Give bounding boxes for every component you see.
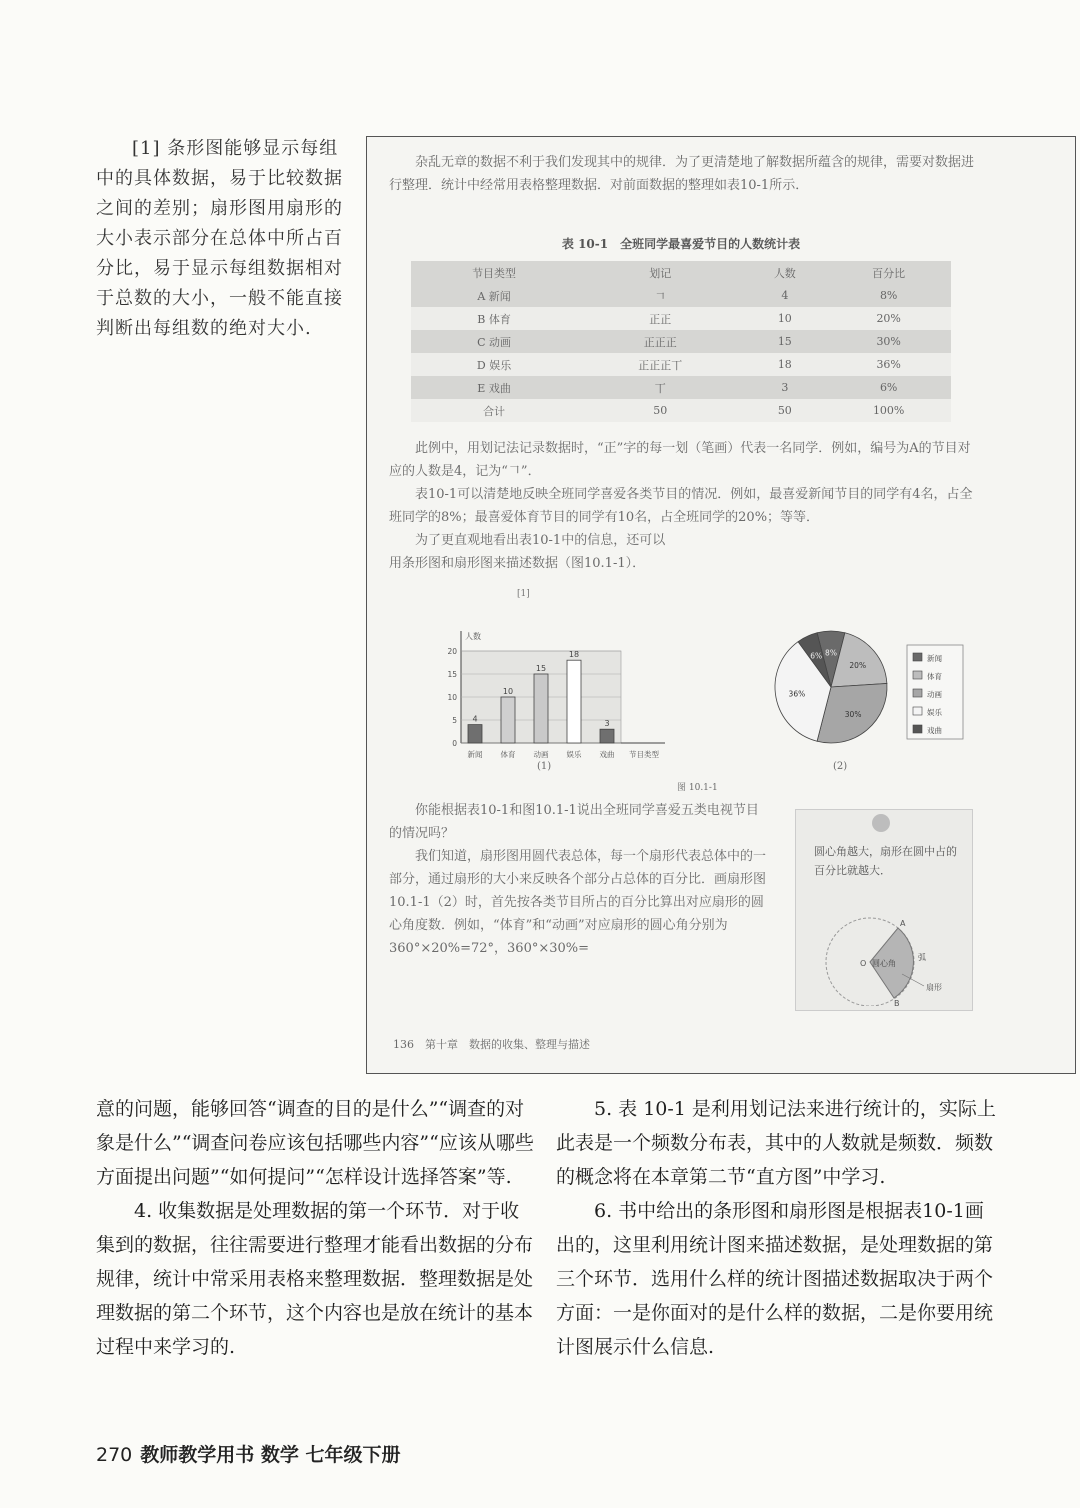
page-footer <box>96 1440 401 1467</box>
question: 你能根据表10-1和图10.1-1说出全班同学喜爱五类电视节目的情况吗？ <box>389 803 759 841</box>
table-cell: 30% <box>876 335 901 348</box>
pie-slice-label: 30% <box>844 709 862 719</box>
y-tick-label: 10 <box>447 693 457 702</box>
y-tick-label: 15 <box>447 670 457 679</box>
point-a-label: A <box>900 919 906 928</box>
table-cell: 𠃍 <box>654 289 666 303</box>
paragraph: 此例中，用划记法记录数据时，“正”字的每一划（笔画）代表一名同学．例如，编号为A的节目对应的人数是4，记为“𠃍”． <box>389 441 971 479</box>
sector-diagram <box>802 902 962 1006</box>
table-row <box>411 330 951 353</box>
x-tick-label: 戏曲 <box>599 750 615 759</box>
pie-slice-label: 6% <box>810 651 823 661</box>
table-row <box>411 376 951 399</box>
table-cell: E 戏曲 <box>477 381 511 395</box>
margin-note-text: [1] 条形图能够显示每组中的具体数据，易于比较数据之间的差别；扇形图用扇形的大小表示部分在总体中所占百分比，易于显示每组数据相对于总数的大小，一般不能直接判断出每组数的绝对大小. <box>96 138 343 339</box>
x-tick-label: 新闻 <box>467 750 483 759</box>
y-tick-label: 20 <box>447 647 457 656</box>
table-cell: 4 <box>781 289 789 302</box>
table-row <box>411 399 951 422</box>
legend-swatch <box>913 653 922 661</box>
bar-value-label: 4 <box>472 714 478 724</box>
legend-swatch <box>913 707 922 715</box>
y-tick-label: 5 <box>452 716 457 725</box>
table-header: 节目类型 <box>472 266 517 280</box>
paragraph: 我们知道，扇形图用圆代表总体，每一个扇形代表总体中的一部分，通过扇形的大小来反映各个部分占总体的百分比．画扇形图10.1-1（2）时，首先按各类节目所占的百分比算出对应扇形的圆心角度数．例如，“体育”和“动画”对应扇形的圆心角分别为360°×20%=72°，360°×30%= <box>389 849 767 956</box>
pie-slice-label: 20% <box>849 660 867 670</box>
table-cell: 正正正丅 <box>638 358 683 372</box>
x-tick-label: 动画 <box>533 750 549 759</box>
question-paragraphs <box>389 799 767 960</box>
table-caption: 表 10-1 全班同学最喜爱节目的人数统计表 <box>561 237 801 251</box>
table-cell: 3 <box>781 381 789 394</box>
main-text-right <box>556 1092 996 1364</box>
legend-swatch <box>913 689 922 697</box>
legend-label: 新闻 <box>927 654 942 663</box>
sector-label: 扇形 <box>926 983 942 992</box>
bar-value-label: 15 <box>535 664 547 673</box>
legend-swatch <box>913 671 922 679</box>
tip-box <box>795 809 973 1011</box>
table-cell: 100% <box>872 404 905 417</box>
table-cell: 8% <box>879 289 898 302</box>
center-label: O <box>860 959 867 968</box>
table-header: 人数 <box>773 266 796 280</box>
paragraph: 为了更直观地看出表10-1中的信息，还可以 <box>415 533 666 548</box>
paragraph: 4. 收集数据是处理数据的第一个环节．对于收集到的数据，往往需要进行整理才能看出数据的分布规律，统计中常采用表格来整理数据．整理数据是处理数据的第二个环节，这个内容也是放在统计的基本过程中来学习的. <box>96 1200 534 1358</box>
y-axis-label: 人数 <box>465 632 481 641</box>
frequency-table <box>411 261 951 422</box>
bar <box>468 725 482 743</box>
table-cell: C 动画 <box>477 335 512 349</box>
bar-value-label: 18 <box>568 650 580 660</box>
subfigure-label: (1) <box>537 761 552 772</box>
point-b-label: B <box>894 999 900 1006</box>
legend-label: 戏曲 <box>927 726 942 735</box>
table-cell: D 娱乐 <box>476 358 512 372</box>
table-cell: B 体育 <box>477 312 511 326</box>
bar <box>501 697 515 743</box>
pie-slice-label: 36% <box>788 689 806 699</box>
main-text-left <box>96 1092 536 1364</box>
table-row <box>411 307 951 330</box>
x-axis-label: 节目类型 <box>629 750 659 759</box>
arc-label: 弧 <box>918 953 926 962</box>
footnote-marker: [1] <box>517 589 530 599</box>
tip-text: 圆心角越大，扇形在圆中占的百分比就越大． <box>814 845 957 877</box>
intro-paragraph: 杂乱无章的数据不利于我们发现其中的规律．为了更清楚地了解数据所蕴含的规律，需要对数据进行整理．统计中经常用表格整理数据．对前面数据的整理如表10-1所示． <box>389 155 975 193</box>
angle-label: 圆心角 <box>872 959 896 968</box>
table-cell: 合计 <box>483 404 506 418</box>
table-row <box>411 353 951 376</box>
paragraph: 表10-1可以清楚地反映全班同学喜爱各类节目的情况．例如，最喜爱新闻节目的同学有4名，占全班同学的8%；最喜爱体育节目的同学有10名，占全班同学的20%；等等． <box>389 487 973 525</box>
bar <box>534 674 548 743</box>
legend-label: 动画 <box>927 690 942 699</box>
mascot-icon <box>872 814 890 832</box>
pie-chart <box>771 627 1071 777</box>
x-tick-label: 娱乐 <box>566 750 582 759</box>
table-cell: 6% <box>879 381 898 394</box>
legend-label: 体育 <box>927 672 942 681</box>
pie-slice-label: 8% <box>825 648 837 658</box>
paragraph: 用条形图和扇形图来描述数据（图10.1-1）． <box>389 556 646 571</box>
table-cell: 15 <box>777 335 792 348</box>
inset-page-footer: 136 第十章 数据的收集、整理与描述 <box>393 1038 590 1051</box>
table-header: 划记 <box>649 266 672 280</box>
subfigure-label: (2) <box>833 761 848 772</box>
y-tick-label: 0 <box>452 739 457 748</box>
table-cell: 20% <box>876 312 901 325</box>
book-title: 教师教学用书 数学 七年级下册 <box>140 1444 401 1466</box>
table-cell: 18 <box>777 358 792 371</box>
bar-chart <box>433 625 683 773</box>
paragraph: 5. 表 10-1 是利用划记法来进行统计的，实际上此表是一个频数分布表，其中的人数就是频数．频数的概念将在本章第二节“直方图”中学习. <box>556 1098 996 1188</box>
table-cell: 正正 <box>649 312 672 326</box>
table-header-row <box>411 261 951 284</box>
table-cell: 50 <box>777 404 792 417</box>
bar <box>600 729 614 743</box>
table-cell: 正正正 <box>643 335 677 349</box>
page-number: 270 <box>96 1444 133 1466</box>
paragraph: 意的问题，能够回答“调查的目的是什么”“调查的对象是什么”“调查问卷应该包括哪些内容”“应该从哪些方面提出问题”“如何提问”“怎样设计选择答案”等. <box>96 1098 534 1188</box>
margin-note <box>96 134 356 344</box>
table-header: 百分比 <box>872 266 906 280</box>
bar <box>567 660 581 743</box>
table-row <box>411 284 951 307</box>
textbook-page-excerpt <box>366 136 1076 1074</box>
figure-caption: 图 10.1-1 <box>677 783 718 793</box>
table-cell: 丅 <box>654 381 666 395</box>
legend-label: 娱乐 <box>927 708 942 717</box>
paragraph: 6. 书中给出的条形图和扇形图是根据表10-1画出的，这里利用统计图来描述数据，是处理数据的第三个环节．选用什么样的统计图描述数据取决于两个方面：一是你面对的是什么样的数据，二是你要用统计图展示什么信息. <box>556 1200 994 1358</box>
table-cell: 10 <box>777 312 792 325</box>
bar-value-label: 10 <box>502 687 514 696</box>
x-tick-label: 体育 <box>500 750 516 759</box>
bar-value-label: 3 <box>604 719 610 729</box>
table-cell: 50 <box>653 404 668 417</box>
table-cell: 36% <box>876 358 901 371</box>
legend-swatch <box>913 725 922 733</box>
table-cell: A 新闻 <box>477 289 511 303</box>
body-paragraphs <box>389 437 977 575</box>
